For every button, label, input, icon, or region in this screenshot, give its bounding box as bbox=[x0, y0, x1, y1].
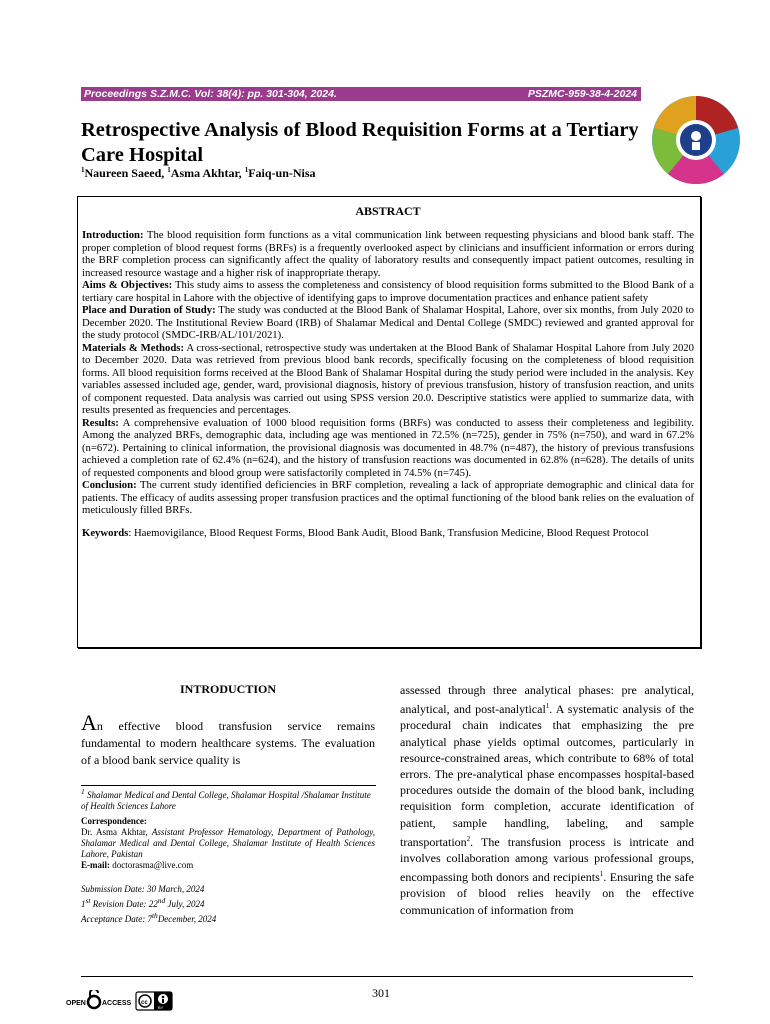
introduction-heading: INTRODUCTION bbox=[179, 682, 276, 696]
citation-sup: 2 bbox=[466, 834, 471, 843]
author-name: Naureen Saeed, bbox=[84, 166, 165, 180]
abstract-box bbox=[77, 196, 701, 648]
cc-label: cc bbox=[141, 1000, 148, 1006]
correspondence-name: Dr. Asma Akhtar, bbox=[81, 827, 148, 837]
abstract-section bbox=[82, 417, 694, 480]
abstract-section-text: The current study identified deficiencies in BRF completion, revealing a lack of appropriate demographic and clinical data for patients. The efficacy of audits assessing proper transfusion practices and the optimal functioning of the blood bank relies on the evaluation of meticulously filled BRFs. bbox=[82, 479, 694, 516]
page-number: 301 bbox=[372, 986, 390, 1000]
dropcap: A bbox=[81, 710, 97, 735]
keywords-label: Keywords bbox=[82, 526, 129, 539]
author-affil-sup: 1 bbox=[81, 166, 85, 174]
submission-date: Submission Date: 30 March, 2024 bbox=[81, 884, 205, 894]
journal-citation: Proceedings S.Z.M.C. Vol: 38(4): pp. 301-304, 2024. bbox=[84, 88, 337, 100]
author-affil-sup: 1 bbox=[167, 166, 171, 174]
abstract-section-text: This study aims to assess the completeness and consistency of blood requisition forms submitted to the Blood Bank of a tertiary care hospital in Lahore with the objective of identifying gaps to improve documentation practices and enhance patient safety bbox=[82, 279, 694, 304]
article-code: PSZMC-959-38-4-2024 bbox=[527, 88, 637, 100]
citation-sup: 1 bbox=[599, 870, 604, 879]
correspondence-affiliation: Assistant Professor Hematology, Department of Pathology, Shalamar Medical and Dental College, Shalamar Institute of Health Sciences Lahore, Pakistan bbox=[81, 827, 375, 859]
email-address[interactable]: doctorasma@live.com bbox=[110, 860, 194, 870]
correspondence-label: Correspondence: bbox=[81, 816, 147, 826]
open-label: OPEN bbox=[66, 1000, 86, 1007]
abstract-section-label: Aims & Objectives: bbox=[82, 279, 173, 291]
affiliation-footnote bbox=[81, 786, 375, 812]
abstract-section-text: A cross-sectional, retrospective study was undertaken at the Blood Bank of Shalamar Hospital Lahore from July 2020 to December 2020. Data was retrieved from previous blood bank records, specifically focusing on the completeness of blood requisition forms. All blood requisition forms received at the Blood Bank of Shalamar Hospital during the study period were included in the analysis. Key variables assessed included age, gender, ward, provisional diagnosis, history of previous transfusion, history of transfusion reaction, and units of component requested. Data analysis was carried out using SPSS version 20.0. Descriptive statistics were applied to summarize data, with results presented as frequencies and percentages. bbox=[82, 341, 694, 416]
abstract-section bbox=[82, 342, 694, 417]
revision-date: 1st Revision Date: 22nd July, 2024 bbox=[81, 896, 205, 909]
author-affil-sup: 1 bbox=[244, 166, 249, 174]
abstract-section bbox=[82, 229, 694, 279]
abstract-body bbox=[82, 229, 694, 539]
introduction-paragraph bbox=[81, 710, 375, 769]
footnote-text: Shalamar Medical and Dental College, Shalamar Hospital /Shalamar Institute of Health Sciences Lahore bbox=[81, 790, 371, 811]
abstract-section-label: Place and Duration of Study: bbox=[82, 304, 216, 316]
abstract-section-label: Materials & Methods: bbox=[82, 341, 185, 354]
acceptance-date: Acceptance Date: 7thDecember, 2024 bbox=[81, 911, 217, 924]
author-name: Faiq-un-Nisa bbox=[248, 166, 316, 180]
abstract-section bbox=[82, 279, 694, 304]
abstract-section-label: Results: bbox=[82, 416, 119, 429]
abstract-section bbox=[82, 304, 694, 342]
keywords bbox=[82, 527, 694, 540]
journal-logo-icon bbox=[650, 94, 742, 186]
abstract-section-text: The blood requisition form functions as a vital communication link between requesting physicians and blood bank staff. The proper completion of blood request forms (BRFs) is a frequently overlooked aspect by clinicians and insufficient information or errors during the BRF completion process can significantly affect the quality of laboratory results and consequently impact patient outcomes, resulting in increased resource wastage and a higher risk of inappropriate therapy. bbox=[82, 229, 694, 279]
access-label: ACCESS bbox=[102, 1000, 132, 1007]
footnote-sup: 1 bbox=[81, 787, 85, 796]
abstract-heading: ABSTRACT bbox=[355, 204, 421, 218]
abstract-section-text: The study was conducted at the Blood Bank of Shalamar Hospital, Lahore, over six months, from July 2020 to December 2020. The Institutional Review Board (IRB) of Shalamar Medical and Dental College (SMDC) reviewed and granted approval for the study protocol (SMDC-IRB/AL/101/2021). bbox=[82, 304, 694, 341]
author-list bbox=[81, 166, 316, 181]
correspondence-block bbox=[81, 816, 375, 871]
email-label: E-mail: bbox=[81, 860, 110, 870]
journal-header-band bbox=[81, 87, 641, 101]
by-label: BY bbox=[158, 1005, 164, 1010]
keywords-text: : Haemovigilance, Blood Request Forms, Blood Bank Audit, Blood Bank, Transfusion Medicine, Blood Request Protocol bbox=[128, 526, 649, 539]
body-right-column: assessed through three analytical phases: pre analytical, analytical, and post-analytical$^1$. A systematic analysis of the procedural chain indicates that emphasizing the pre analytical phase yields optimal outcomes, particularly in resource-constrained areas, which contribute to 68% of total errors. The pre-analytical phase encompasses hospital-based procedures outside the domain of the blood bank, including requisition form completion, accurate identification of patient, sample handling, labeling, and sample transportation$^2$. The transfusion process is intricate and involves collaboration among various professional groups, encompassing both donors and recipients$^1$. Ensuring the safe provision of blood relies heavily on the effective communication of information from bbox=[400, 683, 695, 917]
abstract-section-label: Conclusion: bbox=[82, 479, 137, 491]
abstract-section-text: A comprehensive evaluation of 1000 blood requisition forms (BRFs) was conducted to assess their completeness and legibility. Among the analyzed BRFs, demographic data, including age was mentioned in 72.5% (n=725), gender in 75% (n=750), and ward in 67.2% (n=672). Pertaining to clinical information, the provisional diagnosis was documented in 48.7% (n=487), the history of previous transfusions achieved a completion rate of 62.4% (n=624), and the history of transfusion reactions was documented in 62.8% (n=628). The details of units of requested components and blood group were satisfactorily completed in 74.5% (n=745). bbox=[82, 416, 694, 479]
introduction-text: n effective blood transfusion service remains fundamental to modern healthcare systems. The evaluation of a blood bank service quality is bbox=[81, 719, 375, 767]
author-name: Asma Akhtar, bbox=[170, 166, 242, 180]
submission-dates bbox=[81, 884, 375, 925]
article-title: Retrospective Analysis of Blood Requisition Forms at a Tertiary Care Hospital bbox=[81, 119, 639, 166]
abstract-section bbox=[82, 479, 694, 517]
citation-sup: 1 bbox=[545, 702, 550, 711]
open-access-cc-by-icon bbox=[66, 990, 196, 1012]
abstract-section-label: Introduction: bbox=[82, 229, 144, 241]
footer-divider bbox=[81, 976, 693, 977]
